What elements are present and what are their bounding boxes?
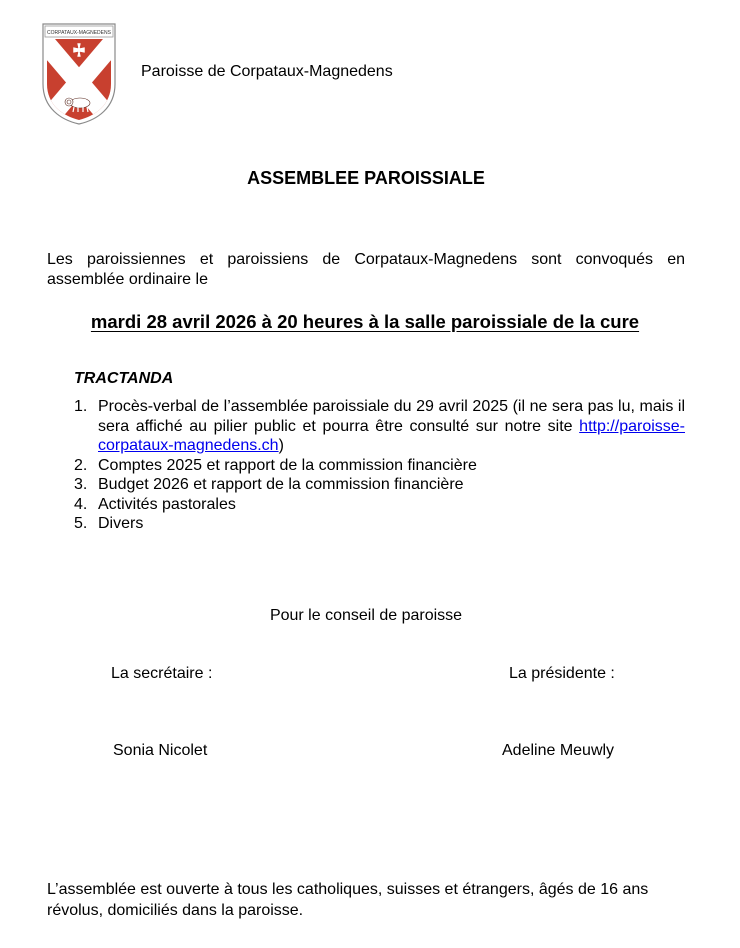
eligibility-note: L’assemblée est ouverte à tous les catholiques, suisses et étrangers, âgés de 16 ans révolus, domiciliés dans la paroisse. — [47, 881, 649, 919]
agenda-item — [74, 475, 685, 495]
agenda-item-text — [98, 397, 685, 456]
agenda-item-number: 1. — [74, 398, 88, 415]
document-title-text: ASSEMBLEE PAROISSIALE — [247, 168, 485, 188]
council-label-text: Pour le conseil de paroisse — [269, 607, 463, 624]
meeting-date-line — [0, 310, 740, 334]
tractanda-heading: TRACTANDA — [74, 370, 174, 387]
agenda-item-text: Comptes 2025 et rapport de la commission financière — [98, 456, 477, 474]
agenda-item — [74, 456, 685, 476]
intro-paragraph: Les paroissiennes et paroissiens de Corpataux-Magnedens sont convoqués en assemblée ordinaire le — [47, 251, 685, 288]
crest-banner-text: CORPATAUX-MAGNEDENS — [47, 30, 111, 36]
document-title — [0, 167, 740, 189]
parish-crest — [41, 22, 117, 126]
agenda-item — [74, 397, 685, 456]
secretary-name: Sonia Nicolet — [113, 742, 208, 759]
parish-website-link[interactable]: http://paroisse-corpataux-magnedens.ch — [98, 417, 685, 454]
council-label — [0, 606, 740, 626]
agenda-item — [74, 514, 685, 534]
agenda-item-number: 4. — [74, 495, 88, 513]
agenda-item-number: 5. — [74, 515, 88, 532]
agenda-item-text-body: Procès-verbal de l’assemblée paroissiale du 29 avril 2025 (il ne sera pas lu, mais il sera affiché au pilier public et pourra être consulté sur notre site — [98, 398, 685, 435]
secretary-role-label: La secrétaire : — [111, 665, 213, 682]
agenda-item — [74, 495, 685, 515]
president-name: Adeline Meuwly — [502, 742, 615, 759]
agenda-list — [74, 397, 685, 534]
agenda-item-text: Budget 2026 et rapport de la commission financière — [98, 476, 464, 493]
meeting-date-text: mardi 28 avril 2026 à 20 heures à la salle paroissiale de la cure — [90, 311, 640, 332]
agenda-item-number: 3. — [74, 476, 88, 493]
agenda-item-text: Divers — [98, 515, 144, 532]
agenda-item-closing: ) — [278, 437, 284, 454]
agenda-item-text: Activités pastorales — [98, 495, 236, 513]
parish-name: Paroisse de Corpataux-Magnedens — [141, 63, 393, 80]
agenda-item-number: 2. — [74, 456, 88, 474]
president-role-label: La présidente : — [509, 665, 615, 682]
